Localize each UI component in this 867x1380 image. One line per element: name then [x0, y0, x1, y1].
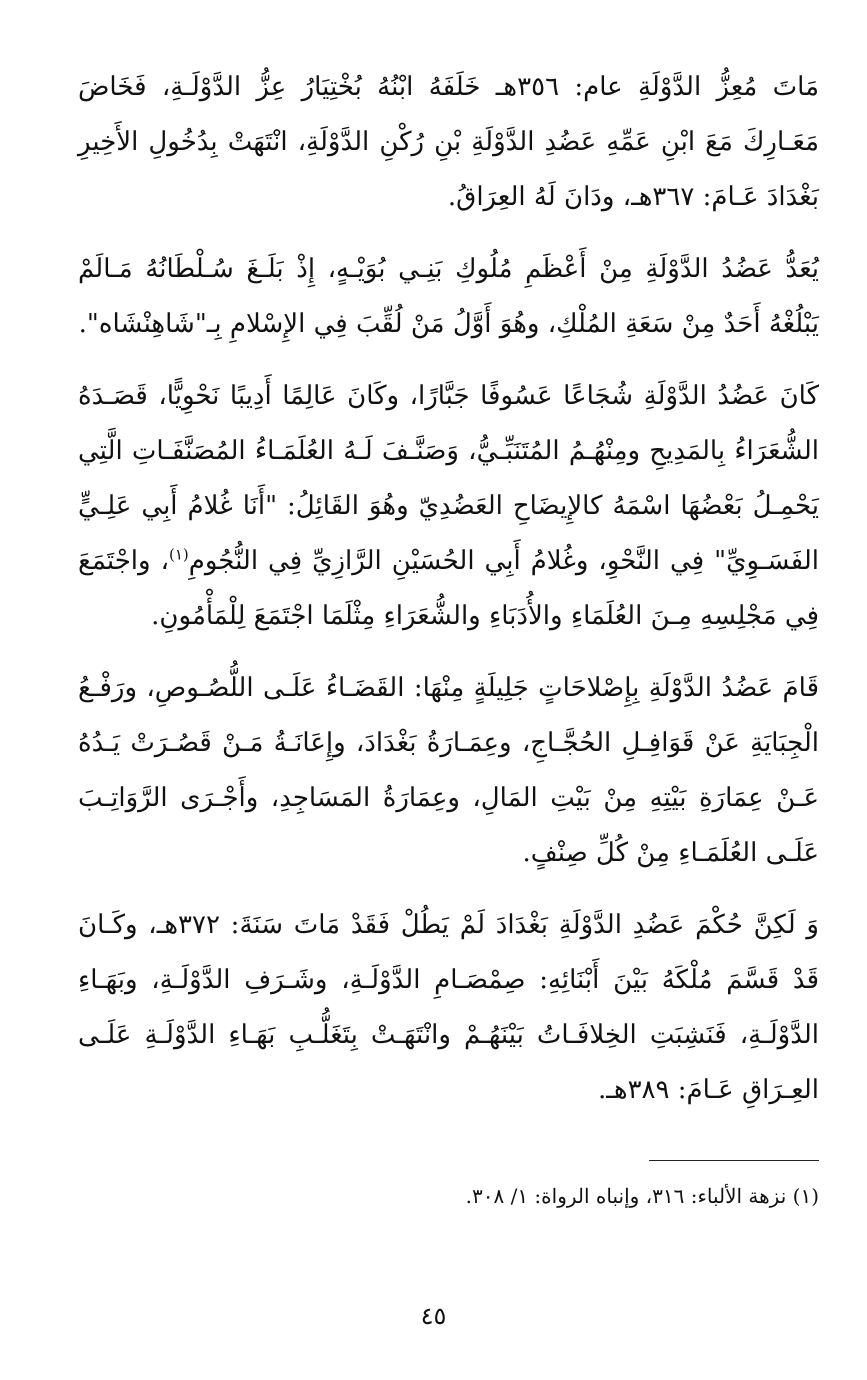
main-text: [78, 60, 819, 1135]
paragraph-3-text-after: ، واجْتَمَعَ فِي مَجْلِسِهِ مِـنَ العُلَمَاءِ والأُدَبَاءِ والشُّعَرَاءِ مِثْلَمَا اجْتَمَعَ لِلْمَأْمُونِ.: [78, 546, 819, 631]
paragraph-5: وَ لَكِنَّ حُكْمَ عَضُدِ الدَّوْلَةِ بَغْدَادَ لَمْ يَطُلْ فَقَدْ مَاتَ سَنَةَ: ٣٧٢هـ، وكَـانَ قَدْ قَسَّمَ مُلْكَهُ بَيْنَ أَبْنَائِهِ: صِمْصَـامِ الدَّوْلَـةِ، وشَـرَفِ الدَّوْلَـةِ، وبَهَـاءِ الدَّوْلَـةِ، فَنَشِبَتِ الخِلافَـاتُ بَيْنَهُـمْ وانْتَهَـتْ بِتَغَلُّـبِ بَهَـاءِ الدَّوْلَـةِ عَلَـى العِـرَاقِ عَـامَ: ٣٨٩هـ.: [78, 910, 819, 1105]
paragraph-2: يُعَدُّ عَضُدُ الدَّوْلَةِ مِنْ أَعْظَمِ مُلُوكِ بَنِـي بُوَيْـهٍ، إِذْ بَلَـغَ سُـلْطَانُهُ مَـالَمْ يَبْلُغْهُ أَحَدٌ مِنْ سَعَةِ المُلْكِ، وهُوَ أَوَّلُ مَنْ لُقِّبَ فِي الإِسْلامِ بِـ"شَاهِنْشَاه".: [78, 254, 819, 339]
footnote-divider: [649, 1160, 819, 1161]
paragraph-4: قَامَ عَضُدُ الدَّوْلَةِ بِإِصْلاحَاتٍ جَلِيلَةٍ مِنْهَا: القَضَـاءُ عَلَـى اللُّصُـوصِ، ورَفْـعُ الْجِبَايَةِ عَنْ قَوَافِـلِ الحُجَّـاجِ، وعِمَـارَةُ بَغْدَادَ، وإِعَانَـةُ مَـنْ قَصُـرَتْ يَـدُهُ عَـنْ عِمَارَةِ بَيْتِهِ مِنْ بَيْتِ المَالِ، وعِمَارَةُ المَسَاجِدِ، وأَجْـرَى الرَّوَاتِـبَ عَلَـى العُلَمَـاءِ مِنْ كُلِّ صِنْفٍ.: [78, 673, 819, 868]
footnote: (١) نزهة الألباء: ٣١٦، وإنباه الرواة: ١/ ٣٠٨.: [465, 1184, 819, 1208]
paragraph-3: [78, 369, 819, 644]
paragraph-1: مَاتَ مُعِزُّ الدَّوْلَةِ عام: ٣٥٦هـ خَلَفَهُ ابْنُهُ بُخْتِيَارُ عِزُّ الدَّوْلَـةِ، فَخَاضَ مَعَـارِكَ مَعَ ابْنِ عَمِّهِ عَضُدِ الدَّوْلَةِ بْنِ رُكْنِ الدَّوْلَةِ، انْتَهَتْ بِدُخُولِ الأَخِيرِ بَغْدَادَ عَـامَ: ٣٦٧هـ، ودَانَ لَهُ العِرَاقُ.: [78, 72, 819, 212]
footnote-reference[interactable]: (١): [168, 545, 189, 564]
paragraph-3-text: كَانَ عَضُدُ الدَّوْلَةِ شُجَاعًا عَسُوفًا جَبَّارًا، وكَانَ عَالِمًا أَدِيبًا نَحْوِيًّا، قَصَـدَهُ الشُّعَرَاءُ بِالمَدِيحِ ومِنْهُـمُ المُتَنَبِّـيُّ، وَصَنَّـفَ لَـهُ العُلَمَـاءُ المُصَنَّفَـاتِ الَّتِي يَحْمِـلُ بَعْضُهَا اسْمَهُ كالإِيضَاحِ العَضُدِيّ وهُوَ القَائِلُ: "أَنَا غُلامُ أَبِي عَلِـيٍّ الفَسَـوِيِّ" فِي النَّحْوِ، وغُلامُ أَبِي الحُسَيْنِ الرَّازِيِّ فِي النُّجُومِ: [78, 381, 819, 576]
page-number: ٤٥: [420, 1302, 447, 1330]
